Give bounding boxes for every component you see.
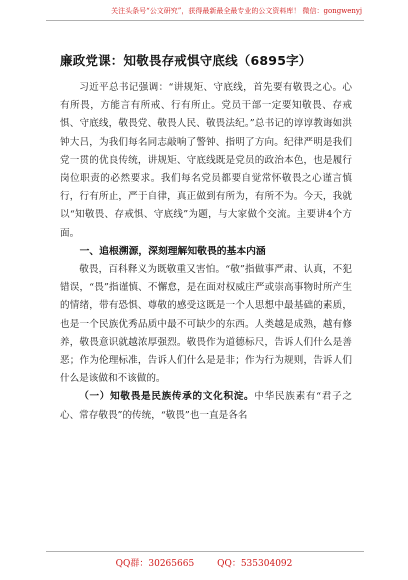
section-paragraph: 敬畏，百科释义为既敬重又害怕。“敬”指做事严肃、认真，不犯错误，“畏”指谨慎、不懈怠，是在面对权威庄严或崇高事物时所产生的情绪，带有恐惧、尊敬的感受这既是一个人思想中最基础的素质，也是一个民族优秀品质中最不可缺少的东西。人类越是成熟，越有修养，敬畏意识就越浓厚强烈。敬畏作为道德标尺，告诉人们什么是善恶；作为伦理标准，告诉人们什么是是非；作为行为规则，告诉人们什么是该做和不该做的。 — [60, 264, 352, 385]
document-body — [60, 79, 352, 425]
section-heading: 一、追根溯源，深刻理解知敬畏的基本内涵 — [79, 245, 266, 257]
subsection-text: 中华民族素有“君子之心、常存敬畏”的传统，“敬畏”也一直是各名 — [60, 391, 353, 421]
footer — [0, 556, 408, 569]
subsection-lead: （一）知敬畏是民族传承的文化积淀。 — [79, 391, 255, 403]
footer-divider — [46, 551, 364, 552]
header-banner: 关注头条号“公文研究”，获得最新最全最专业的公文资料库！ 微信：gongwenyj — [111, 7, 362, 15]
intro-paragraph: 习近平总书记强调：“讲规矩、守底线，首先要有敬畏之心。心有所畏，方能言有所戒、行有所止。党员干部一定要知敬畏、存戒惧、守底线，敬畏党、敬畏人民、敬畏法纪。”总书记的谆谆教诲如洪钟大吕，为我们每名同志敲响了警钟、指明了方向。纪律严明是我们党一贯的优良传统，讲规矩、守底线既是党员的政治本色，也是履行岗位职责的必然要求。我们每名党员都要自觉常怀敬畏之心谨言慎行，行有所止，严于自律，真正做到有所为，有所不为。今天，我就以“知敬畏、存戒惧、守底线”为题，与大家做个交流。主要讲4个方面。 — [60, 82, 352, 239]
header-divider — [46, 20, 364, 21]
subsection-paragraph — [60, 388, 352, 424]
footer-qq-contact: QQ：535304092 — [217, 559, 293, 569]
document-title: 廉政党课：知敬畏存戒惧守底线（6895字） — [60, 53, 312, 68]
footer-qq-group: QQ群：30265665 — [115, 559, 195, 569]
